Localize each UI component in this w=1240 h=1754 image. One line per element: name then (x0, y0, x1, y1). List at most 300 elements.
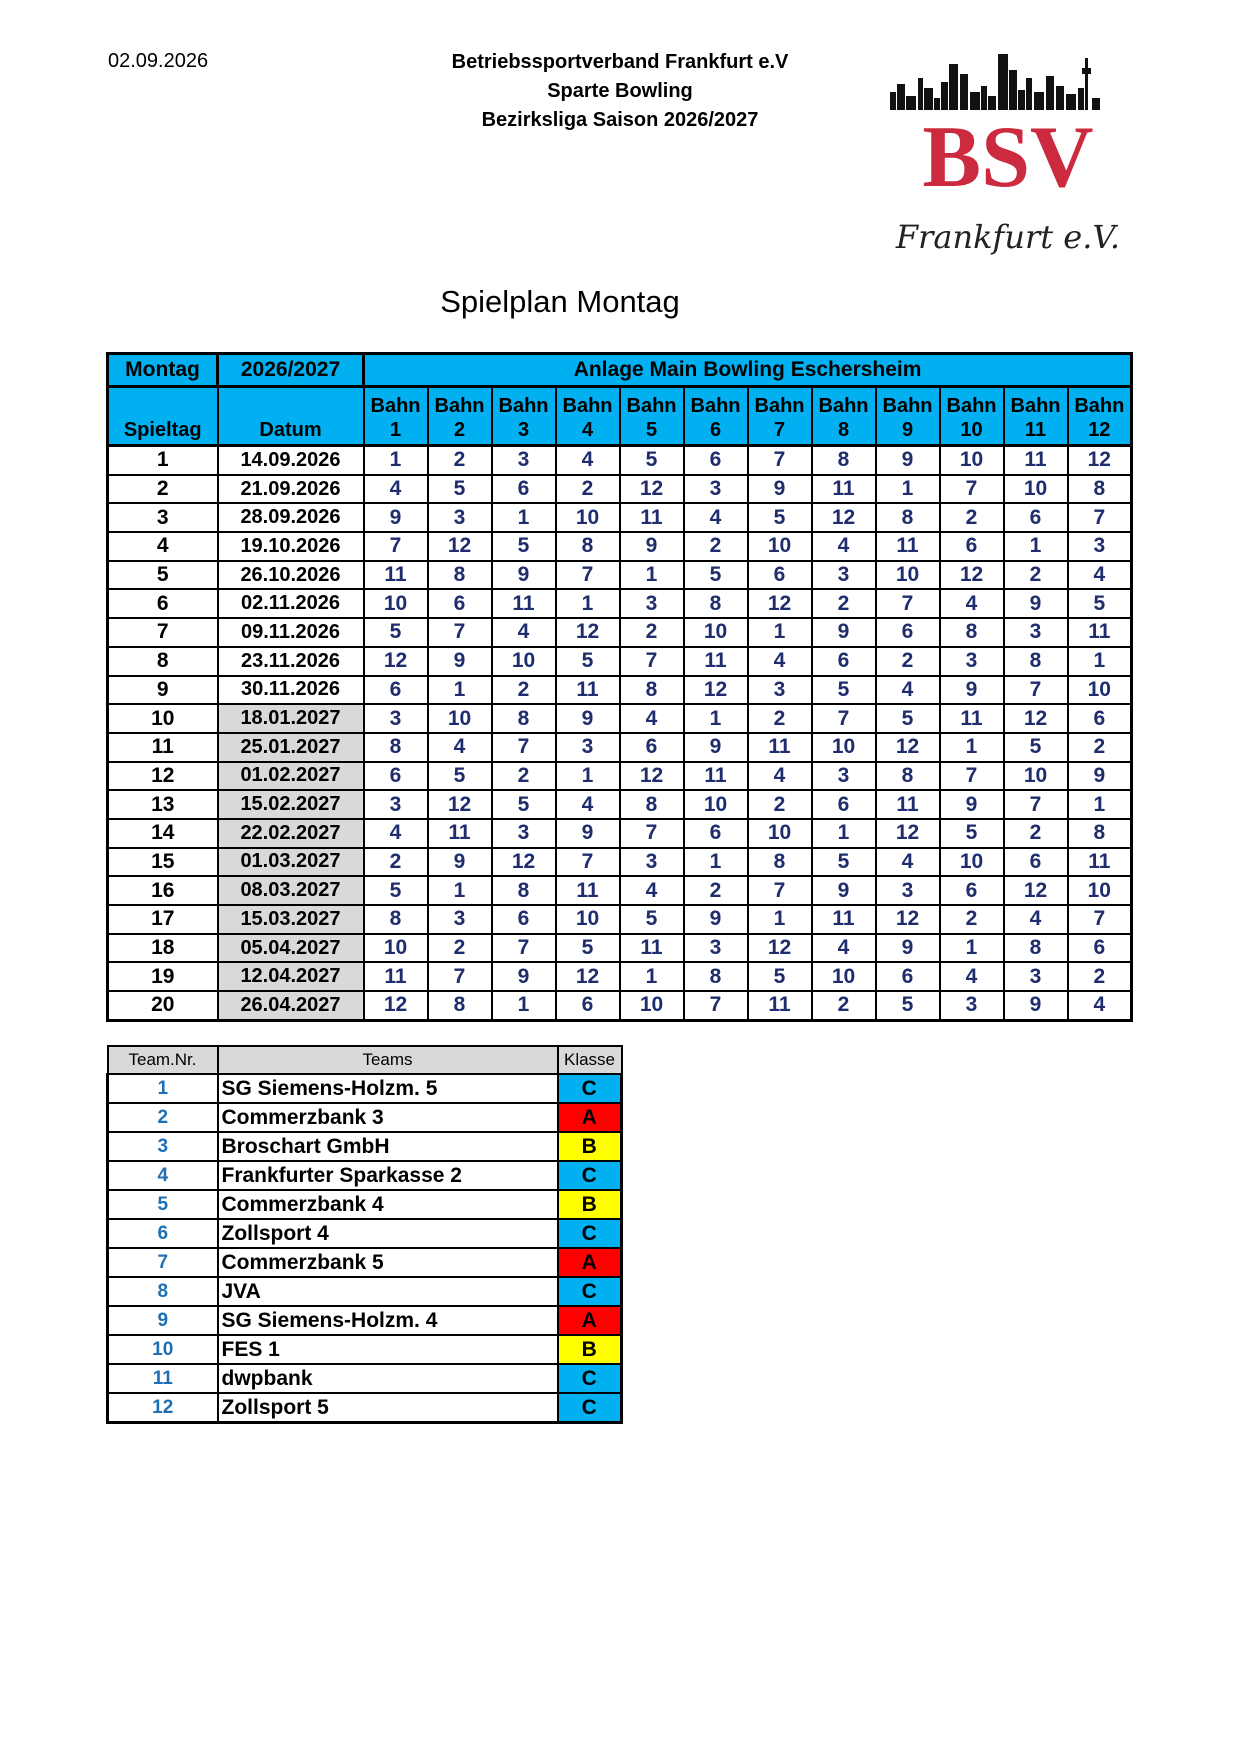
lane-team-cell: 7 (556, 561, 620, 590)
lane-team-cell: 5 (684, 561, 748, 590)
lane-team-cell: 11 (684, 762, 748, 791)
spieltag-cell: 8 (108, 647, 218, 676)
schedule-row (108, 991, 1132, 1020)
lane-team-cell: 2 (492, 762, 556, 791)
lane-team-cell: 3 (556, 733, 620, 762)
lane-team-cell: 10 (556, 503, 620, 532)
lane-team-cell: 3 (492, 446, 556, 475)
lane-team-cell: 11 (364, 561, 428, 590)
lane-header (812, 387, 876, 446)
lane-team-cell: 12 (620, 475, 684, 504)
lane-header-number: 5 (645, 419, 658, 441)
lane-team-cell: 3 (940, 647, 1004, 676)
team-name-cell: Commerzbank 5 (218, 1248, 558, 1277)
team-row (108, 1132, 622, 1161)
team-name-cell: JVA (218, 1277, 558, 1306)
lane-team-cell: 9 (556, 704, 620, 733)
lane-team-cell: 2 (684, 876, 748, 905)
lane-team-cell: 10 (364, 934, 428, 963)
lane-team-cell: 1 (876, 475, 940, 504)
lane-team-cell: 11 (1068, 618, 1132, 647)
lane-team-cell: 10 (812, 962, 876, 991)
lane-team-cell: 5 (1068, 589, 1132, 618)
lane-team-cell: 12 (812, 503, 876, 532)
lane-team-cell: 8 (684, 962, 748, 991)
schedule-table (106, 352, 1133, 1022)
lane-header-number: 11 (1024, 419, 1047, 441)
lane-team-cell: 12 (620, 762, 684, 791)
lane-team-cell: 8 (620, 676, 684, 705)
date-cell: 18.01.2027 (218, 704, 364, 733)
lane-team-cell: 4 (748, 647, 812, 676)
lane-team-cell: 1 (748, 618, 812, 647)
date-cell: 23.11.2026 (218, 647, 364, 676)
team-row (108, 1103, 622, 1132)
lane-team-cell: 1 (492, 991, 556, 1020)
lane-header-number: 8 (837, 419, 850, 441)
lane-team-cell: 11 (940, 704, 1004, 733)
team-row (108, 1161, 622, 1190)
lane-team-cell: 3 (1004, 618, 1068, 647)
lane-header-word: Bahn (946, 395, 997, 417)
lane-team-cell: 7 (492, 733, 556, 762)
lane-team-cell: 7 (1004, 676, 1068, 705)
lane-team-cell: 2 (684, 532, 748, 561)
lane-team-cell: 6 (1068, 934, 1132, 963)
team-klasse-cell: B (558, 1132, 622, 1161)
lane-team-cell: 7 (940, 762, 1004, 791)
lane-team-cell: 8 (1068, 475, 1132, 504)
lane-team-cell: 9 (684, 905, 748, 934)
lane-team-cell: 6 (1004, 848, 1068, 877)
lane-team-cell: 8 (1004, 647, 1068, 676)
lane-team-cell: 8 (1068, 819, 1132, 848)
lane-team-cell: 9 (620, 532, 684, 561)
date-cell: 30.11.2026 (218, 676, 364, 705)
lane-team-cell: 3 (812, 561, 876, 590)
lane-team-cell: 6 (812, 790, 876, 819)
lane-team-cell: 12 (556, 962, 620, 991)
lane-team-cell: 6 (492, 475, 556, 504)
lane-team-cell: 1 (1068, 647, 1132, 676)
lane-team-cell: 10 (812, 733, 876, 762)
lane-header (684, 387, 748, 446)
lane-team-cell: 8 (428, 991, 492, 1020)
lane-team-cell: 5 (940, 819, 1004, 848)
lane-team-cell: 12 (684, 676, 748, 705)
lane-team-cell: 1 (748, 905, 812, 934)
lane-team-cell: 11 (556, 876, 620, 905)
lane-team-cell: 10 (1068, 676, 1132, 705)
schedule-row (108, 962, 1132, 991)
lane-team-cell: 11 (748, 733, 812, 762)
lane-header-number: 2 (453, 419, 466, 441)
lane-team-cell: 9 (876, 934, 940, 963)
lane-header-number: 4 (581, 419, 594, 441)
lane-team-cell: 7 (748, 876, 812, 905)
lane-header-number: 7 (773, 419, 786, 441)
lane-team-cell: 3 (684, 475, 748, 504)
lane-team-cell: 11 (364, 962, 428, 991)
lane-team-cell: 5 (1004, 733, 1068, 762)
lane-team-cell: 12 (364, 991, 428, 1020)
lane-team-cell: 12 (940, 561, 1004, 590)
lane-team-cell: 12 (556, 618, 620, 647)
team-klasse-cell: A (558, 1306, 622, 1335)
schedule-row (108, 446, 1132, 475)
date-cell: 26.10.2026 (218, 561, 364, 590)
spieltag-header: Spieltag (108, 387, 218, 446)
lane-team-cell: 5 (620, 446, 684, 475)
lane-team-cell: 11 (812, 905, 876, 934)
lane-header (940, 387, 1004, 446)
lane-team-cell: 9 (940, 676, 1004, 705)
lane-team-cell: 2 (812, 589, 876, 618)
lane-header-number: 12 (1088, 419, 1111, 441)
lane-team-cell: 9 (492, 962, 556, 991)
season-header: 2026/2027 (218, 354, 364, 387)
lane-team-cell: 7 (620, 647, 684, 676)
lane-team-cell: 5 (364, 618, 428, 647)
date-cell: 28.09.2026 (218, 503, 364, 532)
date-cell: 01.03.2027 (218, 848, 364, 877)
lane-team-cell: 12 (428, 790, 492, 819)
lane-team-cell: 2 (492, 676, 556, 705)
lane-team-cell: 7 (492, 934, 556, 963)
lane-team-cell: 12 (428, 532, 492, 561)
lane-team-cell: 8 (876, 762, 940, 791)
lane-team-cell: 1 (1068, 790, 1132, 819)
lane-header-number: 3 (517, 419, 530, 441)
lane-header-word: Bahn (690, 395, 741, 417)
lane-team-cell: 11 (812, 475, 876, 504)
lane-team-cell: 2 (364, 848, 428, 877)
lane-team-cell: 7 (428, 962, 492, 991)
bsv-logo (880, 48, 1140, 263)
date-cell: 15.03.2027 (218, 905, 364, 934)
lane-team-cell: 9 (428, 647, 492, 676)
team-klasse-cell: A (558, 1103, 622, 1132)
team-name-cell: Zollsport 4 (218, 1219, 558, 1248)
lane-team-cell: 11 (428, 819, 492, 848)
date-cell: 05.04.2027 (218, 934, 364, 963)
lane-team-cell: 1 (812, 819, 876, 848)
lane-header-number: 10 (960, 419, 983, 441)
team-nr-cell: 3 (108, 1132, 218, 1161)
lane-team-cell: 11 (684, 647, 748, 676)
spieltag-cell: 2 (108, 475, 218, 504)
spieltag-cell: 17 (108, 905, 218, 934)
lane-team-cell: 3 (748, 676, 812, 705)
date-cell: 19.10.2026 (218, 532, 364, 561)
lane-team-cell: 10 (684, 618, 748, 647)
lane-team-cell: 12 (364, 647, 428, 676)
lane-team-cell: 1 (428, 676, 492, 705)
date-cell: 01.02.2027 (218, 762, 364, 791)
lane-team-cell: 10 (364, 589, 428, 618)
lane-team-cell: 6 (684, 819, 748, 848)
lane-team-cell: 7 (1068, 905, 1132, 934)
teams-table (106, 1045, 623, 1424)
lane-team-cell: 8 (940, 618, 1004, 647)
team-name-cell: Commerzbank 4 (218, 1190, 558, 1219)
lane-header-word: Bahn (1074, 395, 1125, 417)
schedule-row (108, 819, 1132, 848)
lane-team-cell: 2 (1068, 733, 1132, 762)
lane-team-cell: 5 (812, 848, 876, 877)
lane-team-cell: 12 (876, 905, 940, 934)
lane-team-cell: 7 (428, 618, 492, 647)
lane-team-cell: 7 (748, 446, 812, 475)
lane-team-cell: 7 (812, 704, 876, 733)
lane-team-cell: 10 (876, 561, 940, 590)
team-row (108, 1190, 622, 1219)
lane-team-cell: 1 (1004, 532, 1068, 561)
venue-header: Anlage Main Bowling Eschersheim (364, 354, 1132, 387)
lane-team-cell: 4 (364, 819, 428, 848)
date-cell: 14.09.2026 (218, 446, 364, 475)
lane-team-cell: 9 (1068, 762, 1132, 791)
lane-team-cell: 4 (428, 733, 492, 762)
lane-team-cell: 2 (940, 503, 1004, 532)
league-name: Bezirksliga Saison 2026/2027 (481, 109, 759, 131)
lane-team-cell: 4 (1068, 991, 1132, 1020)
lane-header (1068, 387, 1132, 446)
lane-team-cell: 3 (620, 848, 684, 877)
schedule-row (108, 676, 1132, 705)
document-header (400, 48, 840, 135)
team-name-cell: SG Siemens-Holzm. 5 (218, 1074, 558, 1103)
lane-team-cell: 12 (876, 819, 940, 848)
lane-team-cell: 1 (940, 934, 1004, 963)
lane-team-cell: 9 (364, 503, 428, 532)
lane-team-cell: 8 (684, 589, 748, 618)
spieltag-cell: 9 (108, 676, 218, 705)
lane-team-cell: 6 (876, 962, 940, 991)
team-name-cell: Frankfurter Sparkasse 2 (218, 1161, 558, 1190)
lane-team-cell: 3 (364, 704, 428, 733)
lane-team-cell: 4 (1004, 905, 1068, 934)
date-cell: 21.09.2026 (218, 475, 364, 504)
lane-team-cell: 8 (364, 733, 428, 762)
schedule-row (108, 876, 1132, 905)
team-row (108, 1248, 622, 1277)
lane-team-cell: 2 (812, 991, 876, 1020)
lane-header (492, 387, 556, 446)
lane-team-cell: 11 (492, 589, 556, 618)
team-nr-cell: 11 (108, 1364, 218, 1393)
lane-team-cell: 12 (748, 934, 812, 963)
lane-team-cell: 9 (1004, 589, 1068, 618)
lane-team-cell: 4 (748, 762, 812, 791)
lane-team-cell: 11 (620, 503, 684, 532)
lane-team-cell: 2 (620, 618, 684, 647)
date-cell: 02.11.2026 (218, 589, 364, 618)
lane-team-cell: 5 (364, 876, 428, 905)
lane-team-cell: 1 (684, 848, 748, 877)
lane-header-word: Bahn (882, 395, 933, 417)
spieltag-cell: 13 (108, 790, 218, 819)
lane-team-cell: 9 (748, 475, 812, 504)
schedule-row (108, 532, 1132, 561)
lane-team-cell: 6 (492, 905, 556, 934)
lane-team-cell: 2 (428, 934, 492, 963)
lane-team-cell: 3 (684, 934, 748, 963)
lane-team-cell: 6 (1068, 704, 1132, 733)
team-nr-cell: 4 (108, 1161, 218, 1190)
lane-team-cell: 4 (876, 676, 940, 705)
team-nr-cell: 9 (108, 1306, 218, 1335)
lane-team-cell: 2 (1068, 962, 1132, 991)
team-nr-header: Team.Nr. (108, 1046, 218, 1074)
logo-main-text: BSV (922, 109, 1094, 206)
lane-team-cell: 5 (620, 905, 684, 934)
lane-team-cell: 4 (812, 532, 876, 561)
lane-team-cell: 10 (492, 647, 556, 676)
lane-team-cell: 6 (684, 446, 748, 475)
lane-team-cell: 5 (748, 962, 812, 991)
lane-team-cell: 6 (364, 676, 428, 705)
lane-header (748, 387, 812, 446)
lane-team-cell: 7 (620, 819, 684, 848)
lane-team-cell: 3 (812, 762, 876, 791)
date-cell: 08.03.2027 (218, 876, 364, 905)
schedule-row (108, 848, 1132, 877)
lane-team-cell: 12 (492, 848, 556, 877)
lane-team-cell: 5 (492, 532, 556, 561)
team-nr-cell: 1 (108, 1074, 218, 1103)
lane-team-cell: 8 (876, 503, 940, 532)
lane-team-cell: 8 (492, 876, 556, 905)
schedule-row (108, 934, 1132, 963)
lane-header (364, 387, 428, 446)
lane-team-cell: 11 (876, 532, 940, 561)
lane-header-number: 6 (709, 419, 722, 441)
team-row (108, 1306, 622, 1335)
team-klasse-cell: C (558, 1393, 622, 1423)
spieltag-cell: 19 (108, 962, 218, 991)
schedule-row (108, 905, 1132, 934)
klasse-header: Klasse (558, 1046, 622, 1074)
schedule-row (108, 647, 1132, 676)
spieltag-cell: 18 (108, 934, 218, 963)
lane-team-cell: 4 (556, 446, 620, 475)
lane-team-cell: 4 (364, 475, 428, 504)
team-row (108, 1277, 622, 1306)
lane-team-cell: 9 (684, 733, 748, 762)
date-cell: 12.04.2027 (218, 962, 364, 991)
team-klasse-cell: B (558, 1190, 622, 1219)
lane-team-cell: 6 (428, 589, 492, 618)
spieltag-cell: 5 (108, 561, 218, 590)
lane-team-cell: 12 (1068, 446, 1132, 475)
lane-team-cell: 8 (364, 905, 428, 934)
lane-team-cell: 8 (492, 704, 556, 733)
lane-team-cell: 4 (812, 934, 876, 963)
lane-header-number: 1 (389, 419, 402, 441)
lane-team-cell: 3 (428, 503, 492, 532)
lane-team-cell: 12 (748, 589, 812, 618)
lane-team-cell: 1 (684, 704, 748, 733)
lane-team-cell: 9 (556, 819, 620, 848)
lane-header-word: Bahn (626, 395, 677, 417)
lane-team-cell: 11 (876, 790, 940, 819)
lane-team-cell: 10 (940, 848, 1004, 877)
team-row (108, 1335, 622, 1364)
team-row (108, 1074, 622, 1103)
team-klasse-cell: C (558, 1161, 622, 1190)
lane-team-cell: 3 (492, 819, 556, 848)
team-name-cell: Broschart GmbH (218, 1132, 558, 1161)
lane-team-cell: 12 (876, 733, 940, 762)
lane-header-word: Bahn (434, 395, 485, 417)
team-name-cell: SG Siemens-Holzm. 4 (218, 1306, 558, 1335)
lane-header (1004, 387, 1068, 446)
team-klasse-cell: C (558, 1074, 622, 1103)
date-cell: 26.04.2027 (218, 991, 364, 1020)
team-row (108, 1219, 622, 1248)
date-cell: 25.01.2027 (218, 733, 364, 762)
spieltag-cell: 7 (108, 618, 218, 647)
lane-team-cell: 1 (492, 503, 556, 532)
lane-header-word: Bahn (1010, 395, 1061, 417)
lane-team-cell: 11 (748, 991, 812, 1020)
team-nr-cell: 6 (108, 1219, 218, 1248)
lane-team-cell: 4 (940, 589, 1004, 618)
lane-team-cell: 1 (940, 733, 1004, 762)
lane-team-cell: 8 (812, 446, 876, 475)
team-klasse-cell: C (558, 1219, 622, 1248)
lane-team-cell: 10 (1004, 762, 1068, 791)
datum-header: Datum (218, 387, 364, 446)
lane-team-cell: 10 (940, 446, 1004, 475)
lane-team-cell: 4 (1068, 561, 1132, 590)
schedule-row (108, 704, 1132, 733)
lane-team-cell: 6 (556, 991, 620, 1020)
lane-team-cell: 4 (684, 503, 748, 532)
team-nr-cell: 10 (108, 1335, 218, 1364)
lane-team-cell: 1 (556, 589, 620, 618)
team-nr-cell: 8 (108, 1277, 218, 1306)
lane-team-cell: 1 (620, 962, 684, 991)
date-cell: 09.11.2026 (218, 618, 364, 647)
lane-team-cell: 5 (428, 475, 492, 504)
schedule-row (108, 561, 1132, 590)
lane-team-cell: 5 (428, 762, 492, 791)
lane-header-word: Bahn (498, 395, 549, 417)
spieltag-cell: 16 (108, 876, 218, 905)
team-row (108, 1393, 622, 1423)
print-date: 02.09.2026 (108, 50, 209, 72)
lane-team-cell: 8 (428, 561, 492, 590)
lane-team-cell: 10 (428, 704, 492, 733)
lane-team-cell: 6 (1004, 503, 1068, 532)
schedule-row (108, 762, 1132, 791)
lane-team-cell: 7 (1068, 503, 1132, 532)
spieltag-cell: 20 (108, 991, 218, 1020)
lane-team-cell: 3 (364, 790, 428, 819)
lane-team-cell: 5 (812, 676, 876, 705)
lane-team-cell: 7 (876, 589, 940, 618)
team-name-cell: dwpbank (218, 1364, 558, 1393)
lane-team-cell: 10 (1068, 876, 1132, 905)
teams-header: Teams (218, 1046, 558, 1074)
lane-team-cell: 3 (428, 905, 492, 934)
lane-team-cell: 8 (1004, 934, 1068, 963)
lane-team-cell: 6 (364, 762, 428, 791)
lane-header-word: Bahn (818, 395, 869, 417)
lane-team-cell: 5 (748, 503, 812, 532)
